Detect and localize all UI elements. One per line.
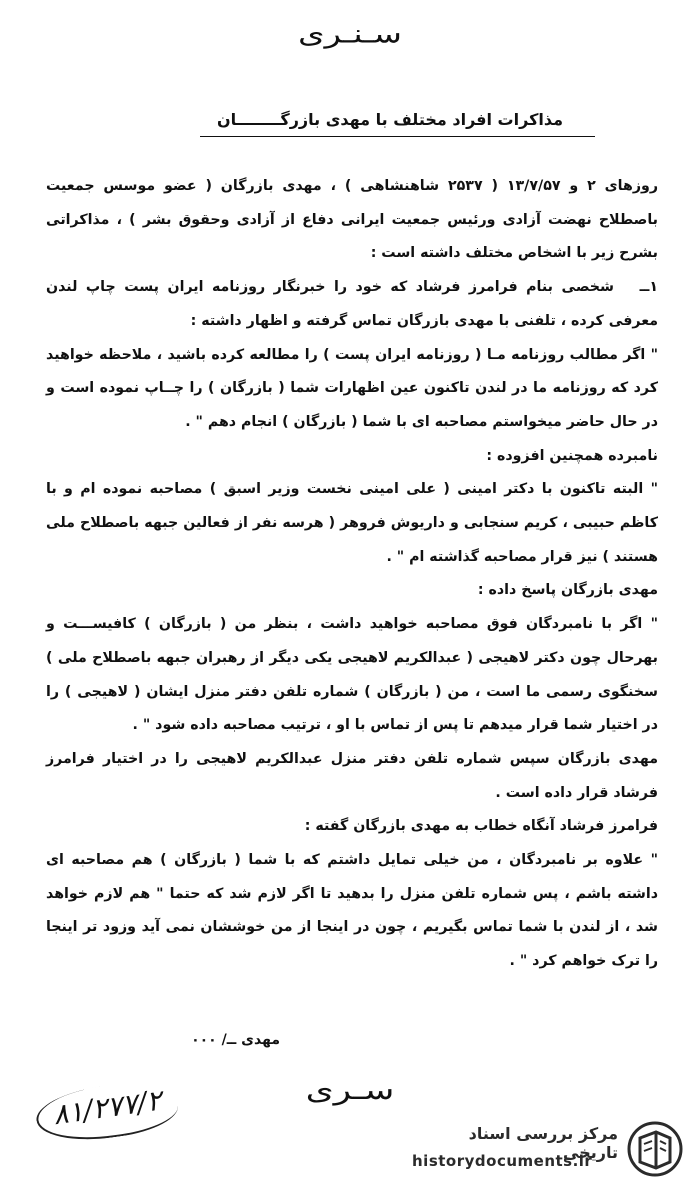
narrative-paragraph: مهدی بازرگان سپس شماره تلفن دفتر منزل عبدالکریم لاهیجی را در اختیار فرامرز فرشاد قرار داده است . [46, 750, 658, 801]
watermark-name: مرکز بررسی اسناد تاریخی [468, 1124, 618, 1162]
response-label: فرامرز فرشاد آنگاه خطاب به مهدی بازرگان گفته : [304, 818, 658, 835]
handwritten-archive-number: ۸۱/۲۷۷/۲ [33, 1076, 181, 1147]
quote-paragraph: " البته تاکنون با دکتر امینی ( علی امینی نخست وزیر اسبق ) مصاحبه نموده ام و با کاظم حبیبی ، کریم سنجابی و داریوش فروهر ( هرسه نفر از فعالین جبهه باصطلاح ملی هستند ) نیز قرار مصاحبه گذاشته ام " . [46, 481, 658, 565]
document-body [46, 170, 658, 979]
watermark-url: historydocuments.ir [412, 1152, 593, 1170]
title-underline [200, 136, 595, 137]
continuation-label: نامبرده همچنین افزوده : [486, 447, 658, 464]
item-1-paragraph [46, 271, 658, 338]
item-number: ۱ــ [639, 279, 658, 296]
signature: مهدی ــ/ ۰۰۰ [191, 1032, 280, 1048]
quote-paragraph: " اگر مطالب روزنامه مـا ( روزنامه ایران پست ) را مطالعه کرده باشید ، ملاحظه خواهید کرد که روزنامه ما در لندن تاکنون عین اظهارات شما ( بازرگان ) را چــاپ نموده است و در حال حاضر میخواستم مصاحبه ای با شما ( بازرگان ) انجام دهم " . [46, 346, 658, 430]
quote-paragraph: " علاوه بر نامبردگان ، من خیلی تمایل داشتم که با شما ( بازرگان ) هم مصاحبه ای داشته باشم ، پس شماره تلفن منزل را بدهید تا اگر لازم شد که حتما " هم لازم خواهد شد ، از لندن با شما تماس بگیریم ، چون در اینجا از من خوششان نمی آید وزود تر اینجا را ترک خواهم کرد " . [46, 852, 658, 970]
archive-logo-icon [626, 1120, 684, 1178]
quote-paragraph: " اگر با نامبردگان فوق مصاحبه خواهید داشت ، بنظر من ( بازرگان ) کافیســـت و بهرحال چون دکتر لاهیجی ( عبدالکریم لاهیجی یکی دیگر از رهبران جبهه باصطلاح ملی ) سخنگوی رسمی ما است ، من ( بازرگان ) شماره تلفن دفتر منزل ایشان ( لاهیجی ) را در اختیار شما قرار میدهم تا پس از تماس با او ، ترتیب مصاحبه داده شود " . [46, 616, 658, 734]
classification-stamp-bottom: سـرى [305, 1075, 395, 1106]
watermark [400, 1114, 690, 1184]
document-title: مذاکرات افراد مختلف با مهدی بازرگــــــــان [216, 110, 563, 129]
response-label: مهدی بازرگان پاسخ داده : [477, 582, 658, 599]
item-1-text: شخصی بنام فرامرز فرشاد که خود را خبرنگار روزنامه ایران پست چاپ لندن معرفی کرده ، تلفنی با مهدی بازرگان تماس گرفته و اظهار داشته : [46, 279, 658, 329]
classification-stamp-top: سـنـرى [297, 19, 403, 49]
intro-paragraph: روزهای ۲ و ۱۳/۷/۵۷ ( ۲۵۳۷ شاهنشاهی ) ، مهدی بازرگان ( عضو موسس جمعیت باصطلاح نهضت آزادی ورئیس جمعیت ایرانی دفاع از آزادی وحقوق بشر ) ، مذاکراتی بشرح زیر با اشخاص مختلف داشته است : [46, 178, 658, 262]
